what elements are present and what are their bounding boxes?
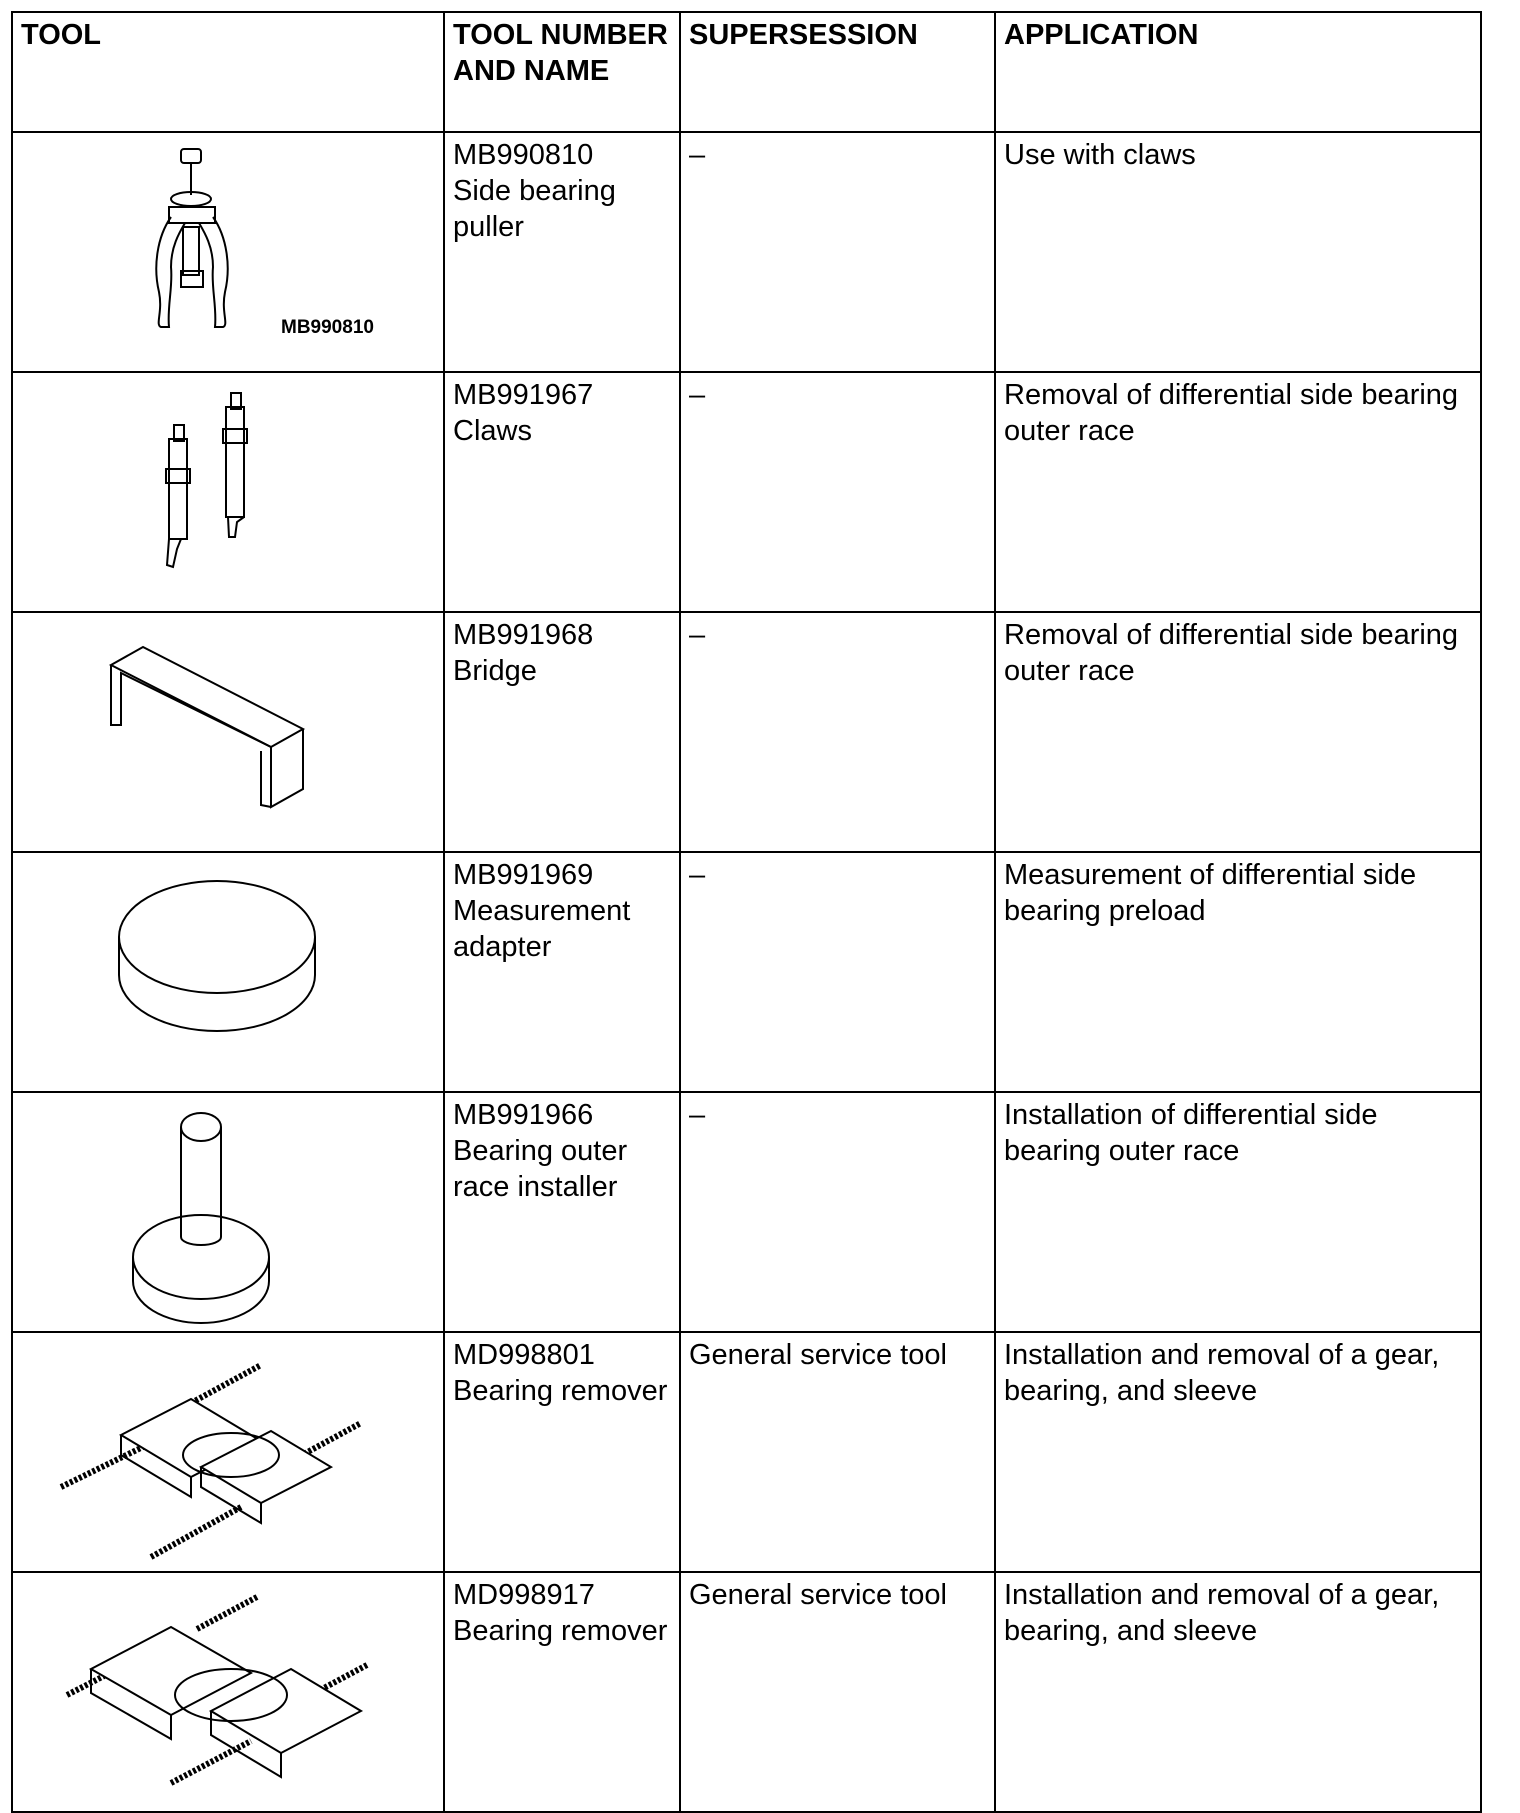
bearing-outer-race-installer-icon: [21, 1097, 449, 1327]
tool-image-cell: [12, 852, 444, 1092]
tool-image-cell: [12, 132, 444, 372]
tool-name: Claws: [453, 415, 532, 447]
tool-number: MB991966: [453, 1099, 594, 1131]
table-row: [12, 1332, 1481, 1572]
table-row: [12, 1092, 1481, 1332]
application-cell: Installation of differential side bearing outer race: [995, 1092, 1481, 1332]
tool-number-name-cell: [444, 852, 680, 1092]
header-row: [12, 12, 1481, 132]
tool-number-name-cell: [444, 1572, 680, 1812]
tool-number: MB991967: [453, 379, 594, 411]
side-bearing-puller-icon: [21, 137, 449, 367]
tool-number-name-cell: [444, 1092, 680, 1332]
header-number-name: TOOL NUMBER AND NAME: [444, 12, 680, 132]
header-tool: TOOL: [12, 12, 444, 132]
table-row: [12, 612, 1481, 852]
tool-image-cell: [12, 1332, 444, 1572]
application-cell: Removal of differential side bearing outer race: [995, 372, 1481, 612]
tool-number: MB990810: [453, 139, 594, 171]
tool-image-cell: [12, 1572, 444, 1812]
special-tools-table: [11, 11, 1482, 1813]
claws-icon: [21, 377, 449, 607]
tool-name: Bearing outer race installer: [453, 1135, 628, 1203]
table-row: [12, 852, 1481, 1092]
supersession-cell: General service tool: [680, 1332, 995, 1572]
tool-name: Side bearing puller: [453, 175, 616, 243]
application-cell: Installation and removal of a gear, bearing, and sleeve: [995, 1572, 1481, 1812]
supersession-cell: –: [680, 372, 995, 612]
tool-image-cell: [12, 1092, 444, 1332]
tool-name: Measurement adapter: [453, 895, 631, 963]
table-row: [12, 132, 1481, 372]
tool-number: MD998801: [453, 1339, 595, 1371]
tool-number: MB991968: [453, 619, 594, 651]
supersession-cell: –: [680, 612, 995, 852]
bearing-remover-icon: [21, 1337, 449, 1567]
table-row: [12, 372, 1481, 612]
table-row: [12, 1572, 1481, 1812]
application-cell: Measurement of differential side bearing preload: [995, 852, 1481, 1092]
supersession-cell: General service tool: [680, 1572, 995, 1812]
header-application: APPLICATION: [995, 12, 1481, 132]
supersession-cell: –: [680, 132, 995, 372]
tool-image-cell: [12, 612, 444, 852]
bearing-remover-icon: [21, 1577, 449, 1807]
application-cell: Installation and removal of a gear, bearing, and sleeve: [995, 1332, 1481, 1572]
supersession-cell: –: [680, 852, 995, 1092]
tool-number-name-cell: [444, 372, 680, 612]
tool-name: Bearing remover: [453, 1615, 668, 1647]
tool-number: MB991969: [453, 859, 594, 891]
tool-name: Bearing remover: [453, 1375, 668, 1407]
bridge-icon: [21, 617, 449, 847]
application-cell: Removal of differential side bearing outer race: [995, 612, 1481, 852]
supersession-cell: –: [680, 1092, 995, 1332]
tool-number-name-cell: [444, 612, 680, 852]
tool-number-name-cell: [444, 1332, 680, 1572]
header-supersession: SUPERSESSION: [680, 12, 995, 132]
tool-number: MD998917: [453, 1579, 595, 1611]
figure-label: MB990810: [281, 317, 374, 338]
tool-image-cell: [12, 372, 444, 612]
tool-number-name-cell: [444, 132, 680, 372]
measurement-adapter-icon: [21, 857, 449, 1087]
application-cell: Use with claws: [995, 132, 1481, 372]
tool-name: Bridge: [453, 655, 537, 687]
